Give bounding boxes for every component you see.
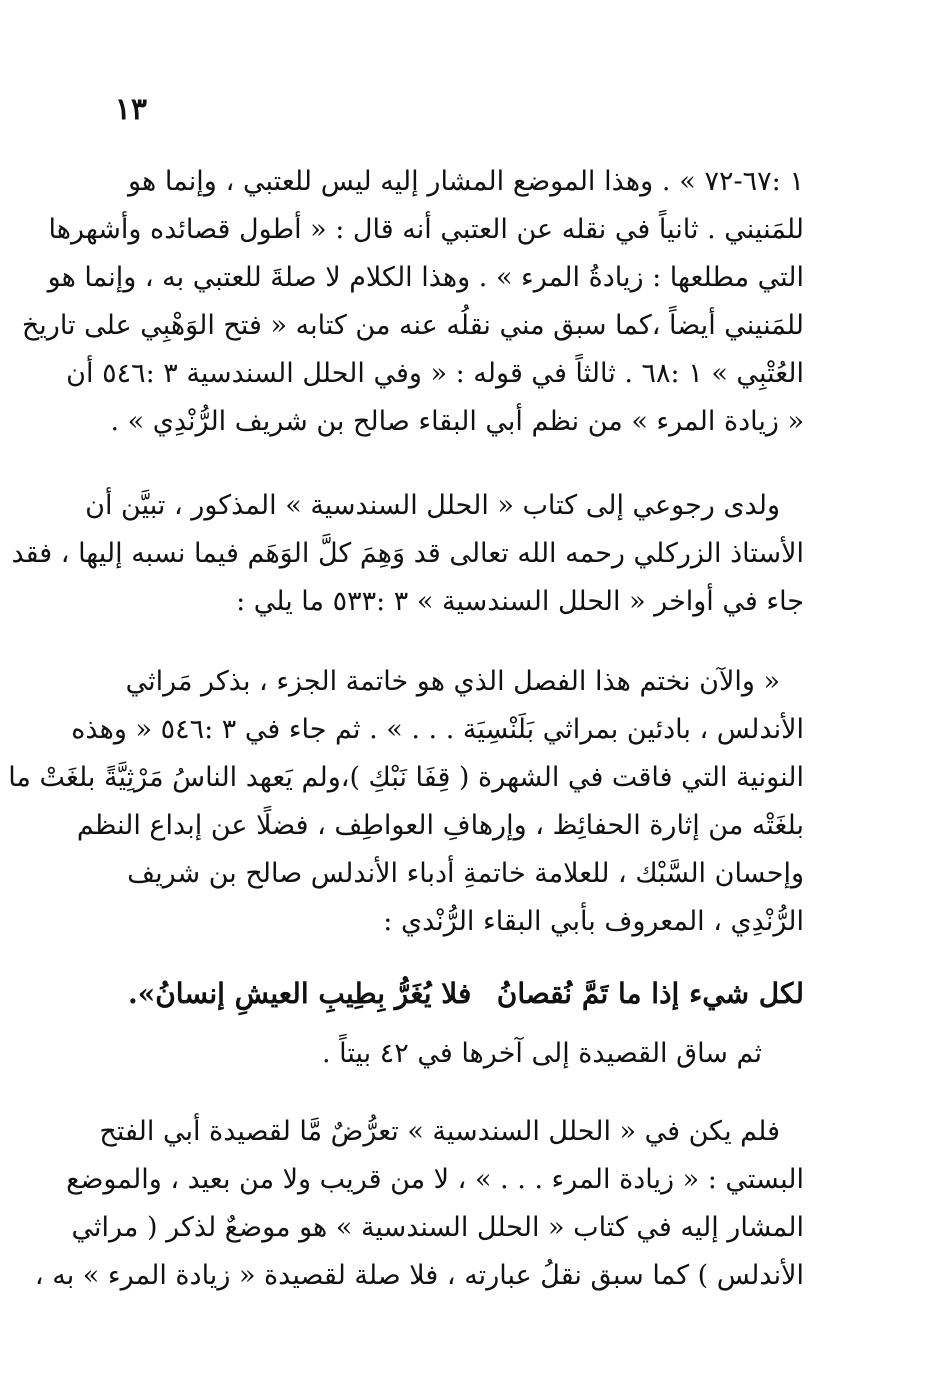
quotation-paragraph — [8, 658, 804, 946]
text-line: الأستاذ الزركلي رحمه الله تعالى قد وَهِمَ كلَّ الوَهَم فيما نسبه إليها ، فقد — [11, 538, 804, 569]
text-line: النونية التي فاقت في الشهرة ( قِفَا نَبْكِ )،ولم يَعهد الناسُ مَرْثِيَّةً بلغَتْ ما — [8, 762, 804, 793]
text-line: وإحسان السَّبْك ، للعلامة خاتمةِ أدباء الأندلس صالح بن شريف — [127, 858, 804, 889]
paragraph-4 — [34, 1108, 804, 1300]
text-line: فلم يكن في « الحلل السندسية » تعرُّضٌ مَّا لقصيدة أبي الفتح — [99, 1116, 780, 1147]
text-line: للمَنيني . ثانياً في نقله عن العتبي أنه قال : « أطول قصائده وأشهرها — [48, 214, 804, 245]
text-line: للمَنيني أيضاً ،كما سبق مني نقلُه عنه من كتابه « فتح الوَهْبِي على تاريخ — [21, 310, 804, 341]
text-line: جاء في أواخر « الحلل السندسية » ٣ :٥٣٣ ما يلي : — [236, 586, 804, 617]
verse-second-hemistich: فلا يُغَرُّ بِطِيبِ العيشِ إنسانُ». — [128, 977, 472, 1010]
text-line: البستي : « زيادة المرء . . . » ، لا من قريب ولا من بعيد ، والموضع — [66, 1164, 804, 1195]
text-line: المشار إليه في كتاب « الحلل السندسية » هو موضعٌ لذكر ( مراثي — [71, 1212, 804, 1243]
after-verse-line: ثم ساق القصيدة إلى آخرها في ٤٢ بيتاً . — [321, 1038, 762, 1069]
paragraph-1 — [21, 158, 804, 446]
text-line: ولدى رجوعي إلى كتاب « الحلل السندسية » المذكور ، تبيَّن أن — [85, 490, 780, 521]
text-line: الأندلس ) كما سبق نقلُ عبارته ، فلا صلة لقصيدة « زيادة المرء » به ، — [34, 1260, 804, 1291]
text-line: بلغَتْه من إثارة الحفائِظ ، وإرهافِ العواطِف ، فضلًا عن إبداع النظم — [76, 810, 804, 841]
verse-first-hemistich: لكل شيء إذا ما تَمَّ نُقصانُ — [496, 977, 804, 1010]
text-line: الرُّنْدِي ، المعروف بأبي البقاء الرُّنْدي : — [383, 906, 804, 937]
paragraph-2 — [11, 482, 804, 626]
text-line: ١ :٦٧-٧٢ » . وهذا الموضع المشار إليه ليس للعتبي ، وإنما هو — [128, 166, 804, 197]
text-line: « زيادة المرء » من نظم أبي البقاء صالح بن شريف الرُّنْدِي » . — [110, 406, 804, 437]
page-number: ١٣ — [114, 92, 147, 127]
text-line: « والآن نختم هذا الفصل الذي هو خاتمة الجزء ، بذكر مَراثي — [125, 666, 780, 697]
text-line: التي مطلعها : زيادةُ المرء » . وهذا الكلام لا صلةَ للعتبي به ، وإنما هو — [47, 262, 804, 293]
poetry-verse — [128, 970, 804, 1018]
text-line: الأندلس ، بادئين بمراثي بَلَنْسِيَة . . . » . ثم جاء في ٣ :٥٤٦ « وهذه — [71, 714, 804, 745]
text-line: العُتْبِي » ١ :٦٨ . ثالثاً في قوله : « وفي الحلل السندسية ٣ :٥٤٦ أن — [66, 358, 804, 389]
